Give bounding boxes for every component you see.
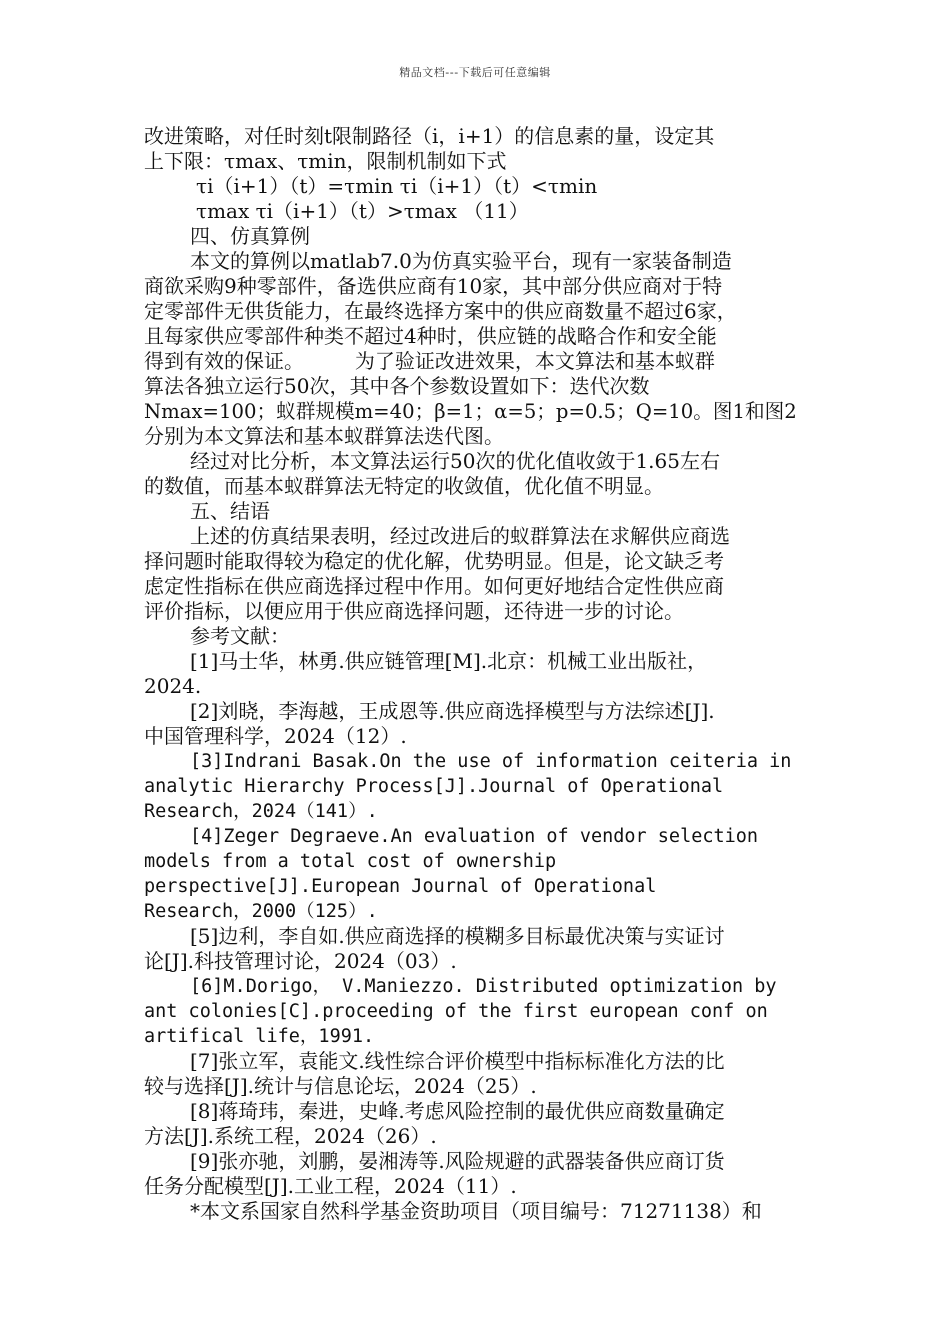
text-line: τmax τi（i+1）（t）>τmax （11） xyxy=(196,199,529,223)
text-line: artifical life，1991. xyxy=(144,1026,375,1047)
text-line: models from a total cost of ownership xyxy=(144,851,557,872)
text-line: [5]边利，李自如.供应商选择的模糊多目标最优决策与实证讨 xyxy=(190,924,725,948)
text-line: 上下限：τmax、τmin，限制机制如下式 xyxy=(144,149,507,173)
text-line: 上述的仿真结果表明，经过改进后的蚁群算法在求解供应商选 xyxy=(190,524,730,548)
text-line: τi（i+1）（t）=τmin τi（i+1）（t）<τmin xyxy=(196,174,598,198)
text-line: [6]M.Dorigo， V.Maniezzo. Distributed optimization by xyxy=(190,976,777,997)
text-line: 的数值，而基本蚁群算法无特定的收敛值，优化值不明显。 xyxy=(144,474,664,498)
text-line: Research，2000（125）. xyxy=(144,901,378,922)
text-line: 中国管理科学，2024（12）. xyxy=(144,724,407,748)
text-line: 参考文献： xyxy=(190,624,290,648)
text-line: 四、仿真算例 xyxy=(190,224,310,248)
text-line: 2024. xyxy=(144,674,202,698)
text-line: 分别为本文算法和基本蚁群算法迭代图。 xyxy=(144,424,504,448)
text-line: 虑定性指标在供应商选择过程中作用。如何更好地结合定性供应商 xyxy=(144,574,724,598)
text-line: [1]马士华，林勇.供应链管理[M].北京：机械工业出版社， xyxy=(190,649,708,673)
text-line: 算法各独立运行50次，其中各个参数设置如下：迭代次数 xyxy=(144,374,650,398)
text-line: [7]张立军，袁能文.线性综合评价模型中指标标准化方法的比 xyxy=(190,1049,725,1073)
text-line: 择问题时能取得较为稳定的优化解，优势明显。但是，论文缺乏考 xyxy=(144,549,724,573)
text-line: 论[J].科技管理讨论，2024（03）. xyxy=(144,949,457,973)
text-line: 得到有效的保证。 为了验证改进效果，本文算法和基本蚁群 xyxy=(144,349,715,373)
document-body xyxy=(144,124,804,1224)
text-line: 定零部件无供货能力，在最终选择方案中的供应商数量不超过6家， xyxy=(144,299,737,323)
text-line: 经过对比分析，本文算法运行50次的优化值收敛于1.65左右 xyxy=(190,449,720,473)
text-line: 五、结语 xyxy=(190,499,270,523)
text-line: [2]刘晓，李海越，王成恩等.供应商选择模型与方法综述[J]. xyxy=(190,699,715,723)
text-line: [3]Indrani Basak.On the use of information ceiteria in xyxy=(190,751,792,772)
text-line: 方法[J].系统工程，2024（26）. xyxy=(144,1124,437,1148)
text-line: 且每家供应零部件种类不超过4种时，供应链的战略合作和安全能 xyxy=(144,324,717,348)
text-line: 任务分配模型[J].工业工程，2024（11）. xyxy=(144,1174,517,1198)
text-line: [8]蒋琦玮，秦进，史峰.考虑风险控制的最优供应商数量确定 xyxy=(190,1099,725,1123)
text-line: *本文系国家自然科学基金资助项目（项目编号：71271138）和 xyxy=(190,1199,762,1223)
page-header: 精品文档---下载后可任意编辑 xyxy=(399,66,551,79)
text-line: [9]张亦驰，刘鹏，晏湘涛等.风险规避的武器装备供应商订货 xyxy=(190,1149,725,1173)
text-line: Research，2024（141）. xyxy=(144,801,378,822)
text-line: 商欲采购9种零部件，备选供应商有10家，其中部分供应商对于特 xyxy=(144,274,723,298)
text-line: analytic Hierarchy Process[J].Journal of Operational xyxy=(144,776,724,797)
text-line: 本文的算例以matlab7.0为仿真实验平台，现有一家装备制造 xyxy=(190,249,732,273)
text-line: 评价指标，以便应用于供应商选择问题，还待进一步的讨论。 xyxy=(144,599,684,623)
text-line: 改进策略，对任时刻t限制路径（i，i+1）的信息素的量，设定其 xyxy=(144,124,715,148)
text-line: [4]Zeger Degraeve.An evaluation of vendor selection xyxy=(190,826,759,847)
text-line: perspective[J].European Journal of Operational xyxy=(144,876,657,897)
text-line: Nmax=100；蚁群规模m=40；β=1；α=5；p=0.5；Q=10。图1和图2 xyxy=(144,400,797,423)
text-line: 较与选择[J].统计与信息论坛，2024（25）. xyxy=(144,1074,537,1098)
text-line: ant colonies[C].proceeding of the first european conf on xyxy=(144,1001,768,1022)
